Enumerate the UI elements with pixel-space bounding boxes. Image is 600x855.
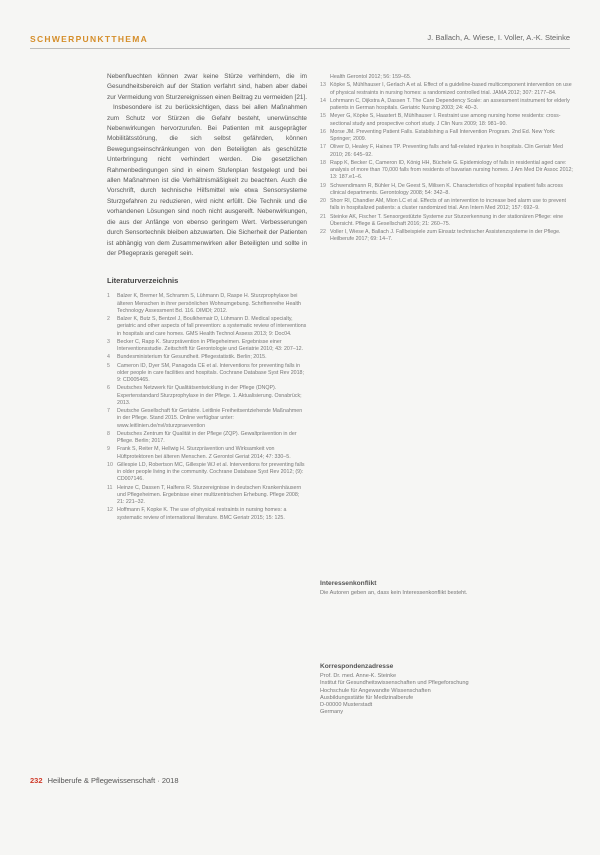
reference-text: Morse JM. Preventing Patient Falls. Establishing a Fall Intervention Program. 2nd Ed. New York: Springer; 2009. [330, 128, 556, 142]
correspondence-title: Korrespondenzadresse [320, 663, 394, 670]
address-line: Institut für Gesundheitswissenschaften und Pflegeforschung [320, 680, 469, 687]
reference-text: Bundesministerium für Gesundheit. Pflegestatistik. Berlin; 2015. [117, 354, 267, 361]
reference-list-right [320, 74, 575, 244]
reference-text: Köpke S, Mühlhauser I, Gerlach A et al. Effect of a guideline-based multicomponent intervention on use of physical restraints in nursing homes: a randomized controlled trial. JAMA 2012; 307: 2177–84. [330, 82, 572, 96]
reference-item [107, 446, 307, 461]
reference-item [107, 431, 307, 446]
reference-list-left [107, 293, 307, 522]
reference-number: 7 [107, 408, 110, 415]
reference-number: 6 [107, 385, 110, 392]
reference-item [107, 408, 307, 430]
reference-number: 4 [107, 354, 110, 361]
reference-item [320, 160, 575, 182]
body-paragraph: Nebenfluechten können zwar keine Stürze verhindern, die im Gesundheitsbereich auf der Station verfahrt sind, haben aber dabei zur Vermeidung von Sturzereignissen einen Beitrag zu vermeiden [21]. [107, 73, 307, 101]
reference-number: 11 [107, 484, 113, 491]
reference-text: Deutsche Gesellschaft für Geriatrie. Leitlinie Freiheitsentziehende Maßnahmen in der Pflege. Stand 2015. Online verfügbar unter: www.leitlinien.de/nvl/sturzpraevention [117, 408, 303, 429]
reference-number: 17 [320, 144, 326, 151]
reference-item [107, 293, 307, 315]
header-divider [30, 48, 570, 49]
correspondence-box [320, 663, 575, 717]
reference-number: 14 [320, 97, 326, 104]
conflict-text: Die Autoren geben an, dass kein Interessenkonflikt besteht. [320, 590, 468, 596]
conflict-title: Interessenkonflikt [320, 580, 377, 587]
reference-text: Frank S, Reiter M, Hellwig H. Sturzprävention und Wirksamkeit von Hüftprotektoren bei älteren Menschen. Z Gerontol Geriat 2014; 47: 330–5. [117, 446, 291, 460]
reference-text: Balzer K, Bremer M, Schramm S, Lühmann D, Raspe H. Sturzprophylaxe bei älteren Menschen in ihrer persönlichen Wohnumgebung. Schriftenreihe Health Technology Assessment Bd. 116. DIMDI; 2012. [117, 293, 301, 314]
reference-number: 18 [320, 159, 326, 166]
reference-text: Deutsches Zentrum für Qualität in der Pflege (ZQP). Gewaltprävention in der Pflege. Berlin; 2017. [117, 430, 297, 445]
reference-item [107, 507, 307, 522]
reference-number [320, 74, 330, 81]
reference-text: Deutsches Netzwerk für Qualitätsentwicklung in der Pflege (DNQP). Expertenstandard Sturzprophylaxe in der Pflege. 1. Aktualisierung. Osnabrück; 2013. [117, 385, 302, 406]
reference-text: Heinze C, Dassen T, Halfens R. Sturzereignisse in deutschen Krankenhäusern und Pflegeheimen. Ergebnisse einer multizentrischen Erhebung. Pflege 2008; 21: 221–32. [117, 484, 302, 506]
reference-number: 3 [107, 338, 110, 345]
reference-number: 9 [107, 446, 110, 453]
reference-number: 12 [107, 507, 113, 514]
reference-item [107, 363, 307, 385]
reference-item [320, 198, 575, 213]
address-line: Ausbildungsstätte für Medizinalberufe [320, 694, 414, 701]
references-heading: Literaturverzeichnis [107, 276, 179, 286]
correspondence-address [320, 673, 575, 717]
reference-text: Voller I, Wiese A, Ballach J. Fallbeispiele zum Einsatz technischer Assistenzsysteme in der Pflege. Heilberufe 2017; 69: 14–7. [330, 229, 561, 243]
reference-number: 8 [107, 430, 110, 437]
reference-item [107, 462, 307, 484]
journal-name: Heilberufe & Pflegewissenschaft · 2018 [47, 776, 179, 785]
section-heading: SCHWERPUNKTTHEMA [30, 34, 149, 44]
reference-item [320, 214, 575, 229]
reference-number: 10 [107, 461, 113, 468]
reference-item [320, 74, 575, 81]
reference-text: Meyer G, Köpke S, Haastert B, Mühlhauser I. Restraint use among nursing home residents: cross-sectional study and prospective cohort study. J Clin Nurs 2009; 18: 981–90. [330, 113, 561, 127]
reference-item [320, 82, 575, 97]
address-line: Prof. Dr. med. Anne-K. Steinke [320, 673, 397, 679]
reference-number: 16 [320, 128, 326, 135]
reference-item [107, 485, 307, 507]
reference-text: Shorr RI, Chandler AM, Mion LC et al. Effects of an intervention to increase bed alarm use to prevent falls in hospitalized patients: a cluster randomized trial. Ann Intern Med 2012; 157: 692–9. [330, 198, 567, 212]
reference-text: Schwendimann R, Bühler H, De Geest S, Milisen K. Characteristics of hospital inpatient falls across clinical departments. Gerontology 2008; 54: 342–8. [330, 182, 563, 196]
reference-item [107, 316, 307, 338]
reference-item [107, 354, 307, 361]
reference-number: 22 [320, 229, 326, 235]
reference-item [320, 183, 575, 198]
reference-item [320, 98, 575, 113]
reference-item [320, 144, 575, 159]
reference-number: 5 [107, 362, 110, 369]
reference-text: Health Gerontol 2012; 56: 159–65. [330, 74, 412, 80]
reference-item [320, 113, 575, 128]
reference-text: Becker C, Rapp K. Sturzprävention in Pflegeheimen. Ergebnisse einer Interventionsstudie. Zeitschrift für Gerontologie und Geriatrie 2010; 43: 207–12. [117, 338, 304, 353]
reference-number: 19 [320, 182, 326, 189]
reference-text: Lohrmann C, Dijkstra A, Dassen T. The Care Dependency Scale: an assessment instrument for elderly patients in German hospitals. Geriatric Nursing 2003; 24: 40–3. [330, 97, 570, 111]
reference-text: Hoffmann F, Kopke K. The use of physical restraints in nursing homes: a systematic review of international literature. BMC Geriatr 2015; 15: 125. [117, 507, 287, 521]
reference-text: Steinke AK, Fischer T. Sensorgestützte Systeme zur Sturzerkennung in der stationären Pflege: eine Übersicht. Pflege & Gesellschaft 2016; 21: 260–75. [330, 213, 564, 227]
page-footer [30, 776, 179, 785]
reference-number: 15 [320, 113, 326, 120]
address-line: D-00000 Musterstadt [320, 702, 373, 709]
reference-item [320, 129, 575, 144]
reference-item [107, 385, 307, 407]
address-line: Hochschule für Angewandte Wissenschaften [320, 687, 431, 694]
address-line: Germany [320, 709, 344, 716]
reference-text: Balzer K, Butz S, Bentzel J, Boulkhemair D, Lühmann D. Medical specialty, geriatric and other aspects of fall prevention: a systematic review of interventions in hospitals and care homes. GMS Health Technol Assess 2013; 9: Doc04. [117, 316, 307, 337]
reference-number: 2 [107, 316, 110, 323]
reference-text: Cameron ID, Dyer SM, Panagoda CE et al. Interventions for preventing falls in older people in care facilities and hospitals. Cochrane Database Syst Rev 2018; 9: CD005465. [117, 362, 304, 384]
body-paragraph: Insbesondere ist zu berücksichtigen, dass bei allen Maßnahmen zum Schutz vor Stürzen die Gefahr besteht, unerwünschte Nebenwirkungen hervorzurufen. Bei Patienten mit ausgeprägter Mobilitätsstörung, die sich selbst gefährden, können Bewegungseinschränkungen von den Beteiligten als geschützte Unterbringung nicht verhindert werden. Die gesetzlichen Rahmenbedingungen sind in einem Stufenplan festgelegt und bei allen Maßnahmen ist die Verhältnismäßigkeit zu beachten. Auch die Vorschrift, durch technische Hilfsmittel wie etwa Sensorsysteme Sturzgefahren zu reduzieren, wird nicht erfüllt. Die Technik und die vorhandenen Lösungen sind noch nicht ausgereift. Nebenwirkungen, die aus der Anfänge von ebenso geringem Wert. Verbesserungen durch Sensortechnik bleiben abzuwarten. Die Sicherheit der Patienten ist abhängig von dem Zusammenwirken aller Beteiligten und sollte in der Pflegepraxis geregelt sein. [107, 104, 307, 257]
left-column [107, 72, 307, 523]
reference-number: 20 [320, 198, 326, 204]
conflict-box [320, 580, 575, 597]
reference-text: Rapp K, Becker C, Cameron ID, König HH, Büchele G. Epidemiology of falls in residential aged care: analysis of more than 70,000 falls from residents of bavarian nursing homes. J Am Med Dir Assoc 2012; 13: 187.e1–6. [330, 159, 573, 181]
author-line: J. Ballach, A. Wiese, I. Voller, A.-K. Steinke [427, 33, 570, 42]
reference-number: 13 [320, 82, 326, 89]
reference-text: Oliver D, Healey F, Haines TP. Preventing falls and fall-related injuries in hospitals. Clin Geriatr Med 2010; 26: 645–92. [330, 144, 563, 158]
reference-item [320, 229, 575, 244]
reference-item [107, 339, 307, 354]
page-number: 232 [30, 776, 43, 785]
reference-text: Gillespie LD, Robertson MC, Gillespie WJ et al. Interventions for preventing falls in older people living in the community. Cochrane Database Syst Rev 2012; (9): CD007146. [117, 461, 305, 483]
reference-number: 21 [320, 213, 326, 220]
reference-number: 1 [107, 293, 110, 300]
right-column [320, 74, 575, 245]
